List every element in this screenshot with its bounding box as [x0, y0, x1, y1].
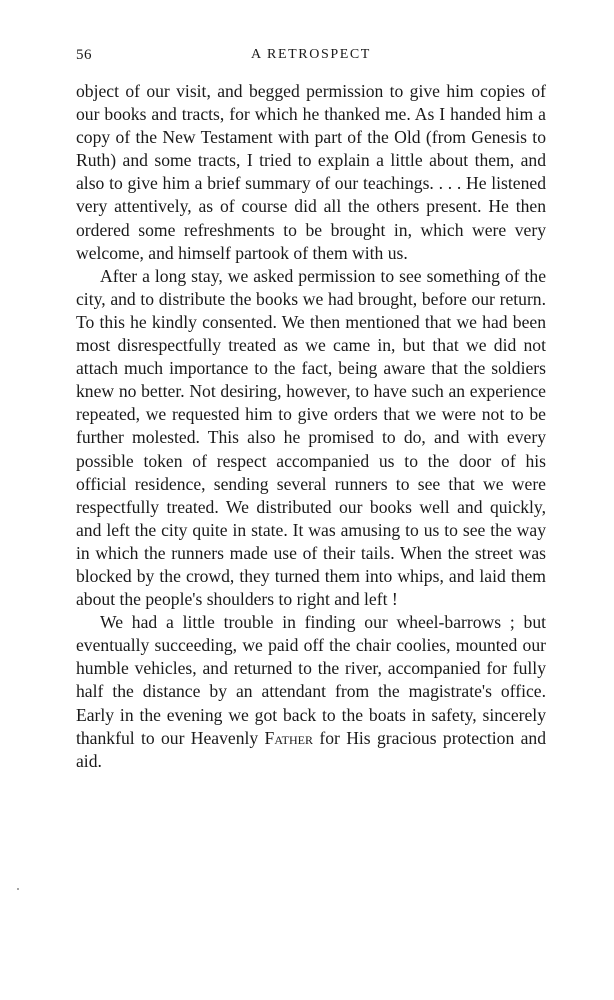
running-title: A RETROSPECT [251, 47, 371, 62]
paragraph-3-text-before: We had a little trouble in finding our wheel-barrows ; but eventually succeeding, we paid off the chair coolies, mounted our humble vehicles, and returned to the river, accompanied for fully half the distance by an attendant from the magistrate's office. Early in the evening we got back to the boats in safety, sincerely thankful to our Heavenly [76, 612, 546, 748]
page-header [76, 47, 546, 71]
paragraph-1: object of our visit, and begged permission to give him copies of our books and tracts, for which he thanked me. As I handed him a copy of the New Testament with part of the Old (from Genesis to Ruth) and some tracts, I tried to explain a little about them, and also to give him a brief summary of our teachings. . . . He listened very attentively, as of course did all the others present. He then ordered some refreshments to be brought in, which were very welcome, and himself partook of them with us. [76, 81, 546, 263]
small-caps-father: Father [264, 727, 313, 748]
paragraph-3 [76, 611, 546, 773]
paragraph-2: After a long stay, we asked permission to see something of the city, and to distribute the books we had brought, before our return. To this he kindly consented. We then mentioned that we had been most disrespectfully treated as we came in, but that we did not attach much importance to the fact, being aware that the soldiers knew no better. Not desiring, however, to have such an experience repeated, we requested him to give orders that we were not to be further molested. This also he promised to do, and with every possible token of respect accompanied us to the door of his official residence, sending several runners to see that we were respectfully treated. We distributed our books well and quickly, and left the city quite in state. It was amusing to us to see the way in which the runners made use of their tails. When the street was blocked by the crowd, they turned them into whips, and laid them about the people's shoulders to right and left ! [76, 265, 546, 610]
margin-speck [17, 888, 19, 890]
page-number: 56 [76, 47, 92, 63]
body-text [76, 80, 546, 773]
paragraph-3-text-after: for His gracious protection and aid. [76, 727, 546, 771]
